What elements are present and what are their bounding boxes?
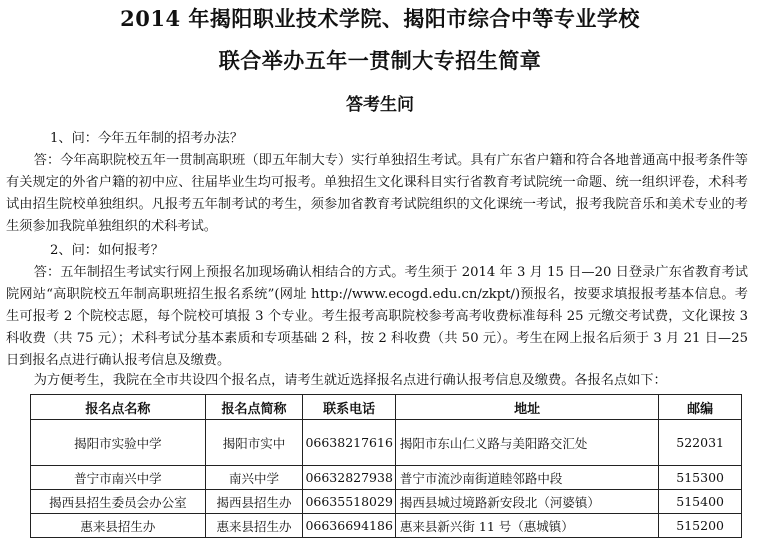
table-header-row bbox=[31, 395, 742, 420]
cell-postcode: 515400 bbox=[659, 490, 742, 514]
answer-2: 答：五年制招生考试实行网上预报名加现场确认相结合的方式。考生须于 2014 年 3 月 15 日—20 日登录广东省教育考试院网站“高职院校五年制高职班招生报名系统”(网址 http://www.ecogd.edu.cn/zkpt/)预报名，按要求填报报考基本信息。考生可报考 2 个院校志愿，每个院校可填报 3 个专业。考生报考高职院校参考高考收费标准每科 25 元缴交考试费，文化课按 3 科收费（共 75 元）；术科考试分基本素质和专项基础 2 科，按 2 科收费（共 50 元）。考生在网上报名后须于 3 月 21 日—25 日到报名点进行确认报考信息及缴费。 bbox=[6, 265, 748, 368]
cell-name: 揭西县招生委员会办公室 bbox=[31, 490, 206, 514]
cell-short-name: 揭阳市实中 bbox=[205, 420, 303, 466]
cell-short-name: 揭西县招生办 bbox=[205, 490, 303, 514]
header-postcode: 邮编 bbox=[659, 395, 742, 420]
table-row bbox=[31, 420, 742, 466]
cell-name: 普宁市南兴中学 bbox=[31, 466, 206, 490]
table-row bbox=[31, 490, 742, 514]
cell-phone: 06635518029 bbox=[303, 490, 395, 514]
cell-name: 揭阳市实验中学 bbox=[31, 420, 206, 466]
header-phone: 联系电话 bbox=[303, 395, 395, 420]
answer-1: 答：今年高职院校五年一贯制高职班（即五年制大专）实行单独招生考试。具有广东省户籍和符合各地普通高中报考条件等有关规定的外省户籍的初中应、往届毕业生均可报考。单独招生文化课科目实行省教育考试院统一命题、统一组织评卷，术科考试由招生院校单独组织。凡报考五年制考试的考生，须参加省教育考试院组织的文化课统一考试，报考我院音乐和美术专业的考生须参加我院单独组织的术科考试。 bbox=[6, 153, 748, 234]
registration-intro: 为方便考生，我院在全市共设四个报名点，请考生就近选择报名点进行确认报考信息及缴费。各报名点如下： bbox=[33, 373, 667, 388]
cell-address: 揭阳市东山仁义路与美阳路交汇处 bbox=[395, 420, 658, 466]
table-row bbox=[31, 466, 742, 490]
cell-postcode: 515200 bbox=[659, 514, 742, 538]
question-2: 2、问：如何报考？ bbox=[50, 243, 164, 258]
cell-postcode: 515300 bbox=[659, 466, 742, 490]
cell-phone: 06638217616 bbox=[303, 420, 395, 466]
cell-phone: 06632827938 bbox=[303, 466, 395, 490]
registration-points-table bbox=[30, 394, 742, 538]
section-subtitle: 答考生问 bbox=[346, 95, 414, 115]
table-row bbox=[31, 514, 742, 538]
page-title-line1: 2014 年揭阳职业技术学院、揭阳市综合中等专业学校 bbox=[120, 6, 640, 31]
cell-address: 揭西县城过境路新安段北（河婆镇） bbox=[395, 490, 658, 514]
cell-address: 惠来县新兴街 11 号（惠城镇） bbox=[395, 514, 658, 538]
header-name: 报名点名称 bbox=[31, 395, 206, 420]
cell-short-name: 惠来县招生办 bbox=[205, 514, 303, 538]
cell-postcode: 522031 bbox=[659, 420, 742, 466]
cell-name: 惠来县招生办 bbox=[31, 514, 206, 538]
cell-address: 普宁市流沙南街道睦邻路中段 bbox=[395, 466, 658, 490]
header-short-name: 报名点简称 bbox=[205, 395, 303, 420]
header-address: 地址 bbox=[395, 395, 658, 420]
question-1: 1、问：今年五年制的招考办法？ bbox=[50, 131, 244, 146]
cell-short-name: 南兴中学 bbox=[205, 466, 303, 490]
page-title-line2: 联合举办五年一贯制大专招生简章 bbox=[218, 48, 542, 73]
cell-phone: 06636694186 bbox=[303, 514, 395, 538]
